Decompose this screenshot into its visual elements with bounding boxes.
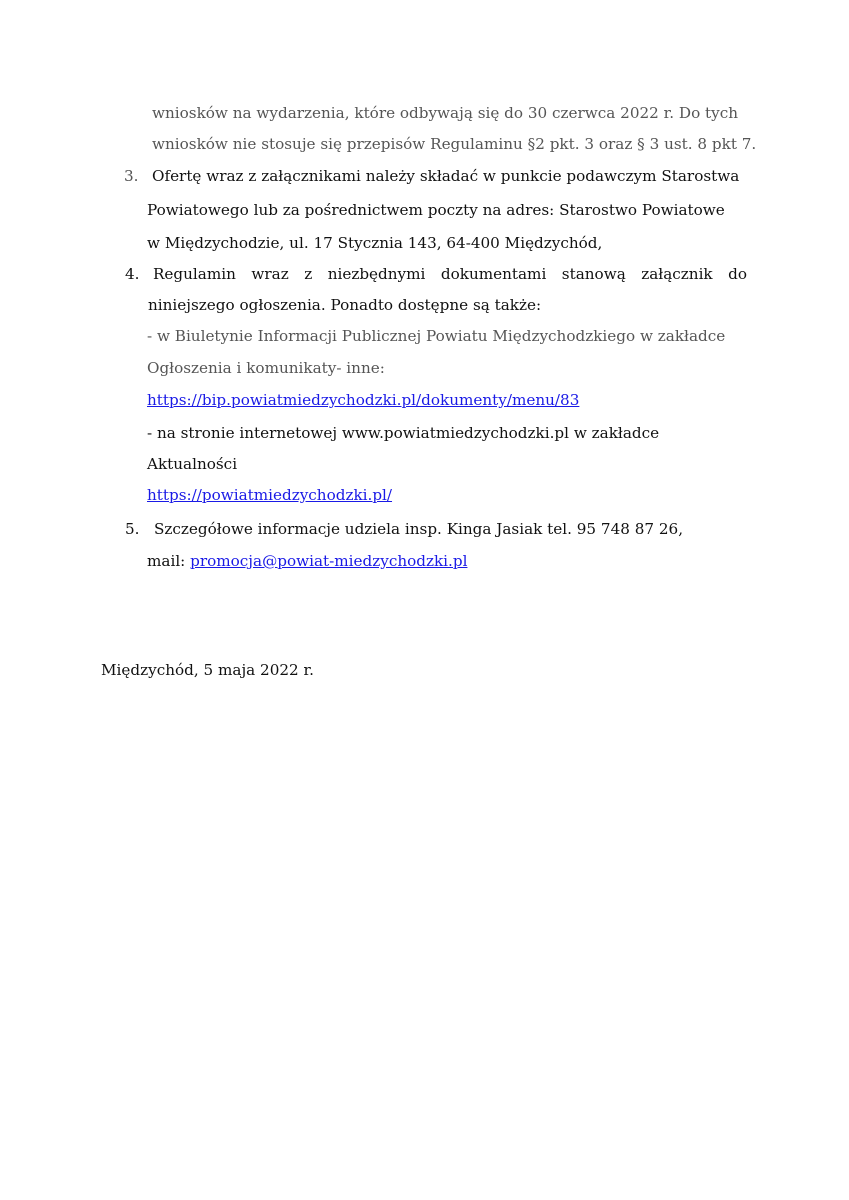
paragraph-line: - w Biuletynie Informacji Publicznej Powiatu Międzychodzkiego w zakładce [147,327,726,345]
paragraph-line: niniejszego ogłoszenia. Ponadto dostępne są także: [148,296,542,314]
website-link[interactable]: https://powiatmiedzychodzki.pl/ [147,486,393,504]
paragraph-line: wniosków nie stosuje się przepisów Regulaminu §2 pkt. 3 oraz § 3 ust. 8 pkt 7. [152,135,757,153]
paragraph-line: Ofertę wraz z załącznikami należy składać w punkcie podawczym Starostwa [152,167,740,185]
paragraph-line: - na stronie internetowej www.powiatmiedzychodzki.pl w zakładce [147,424,660,442]
mail-line [147,551,467,571]
list-number: 4. [125,265,140,283]
mail-label: mail: [147,552,191,570]
link-line [147,485,392,505]
paragraph-line: Regulamin wraz z niezbędnymi dokumentami stanową załącznik do [153,265,747,283]
paragraph-line: Aktualności [147,455,238,473]
paragraph-line: w Międzychodzie, ul. 17 Stycznia 143, 64-400 Międzychód, [147,234,603,252]
paragraph-line: Ogłoszenia i komunikaty- inne: [147,359,385,377]
list-number: 5. [125,520,140,538]
email-link[interactable]: promocja@powiat-miedzychodzki.pl [190,552,468,570]
paragraph-line: Szczegółowe informacje udziela insp. Kinga Jasiak tel. 95 748 87 26, [154,520,684,538]
list-number: 3. [124,167,139,185]
paragraph-line: Powiatowego lub za pośrednictwem poczty na adres: Starostwo Powiatowe [147,201,725,219]
link-line [147,390,579,410]
paragraph-line: wniosków na wydarzenia, które odbywają się do 30 czerwca 2022 r. Do tych [152,104,739,122]
bip-link[interactable]: https://bip.powiatmiedzychodzki.pl/dokumenty/menu/83 [147,391,580,409]
place-date: Międzychód, 5 maja 2022 r. [101,661,314,679]
